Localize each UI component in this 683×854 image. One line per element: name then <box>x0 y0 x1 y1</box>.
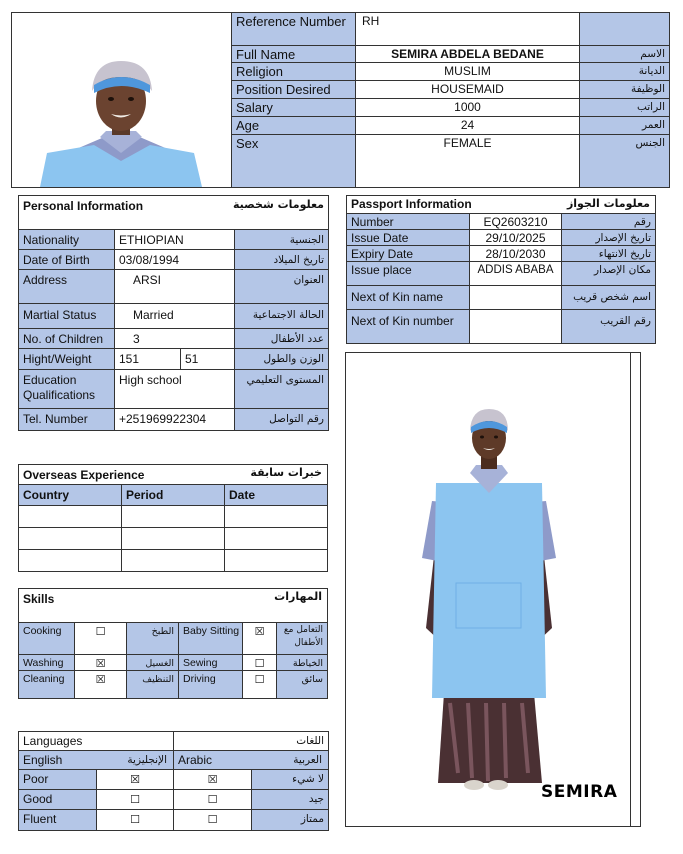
age-arabic: العمر <box>579 116 670 135</box>
skill-cooking-checkbox[interactable]: ☐ <box>74 622 127 655</box>
skill-washing-arabic: الغسيل <box>126 654 179 671</box>
full-name-arabic: الاسم <box>579 45 670 63</box>
dob-label: Date of Birth <box>18 249 115 270</box>
language-arabic-good-checkbox[interactable]: ☐ <box>173 789 252 810</box>
overseas-row-3-period <box>121 549 225 572</box>
next-of-kin-number-label: Next of Kin number <box>346 309 470 344</box>
religion-label: Religion <box>231 62 356 81</box>
languages-title-arabic: اللغات <box>173 731 329 751</box>
height-value: 151 <box>114 348 181 370</box>
language-english-poor-checkbox[interactable]: ☒ <box>96 769 174 790</box>
overseas-col-period: Period <box>121 484 225 506</box>
overseas-row-2-country <box>18 527 122 550</box>
language-english-good-checkbox[interactable]: ☐ <box>96 789 174 810</box>
reference-number-arabic <box>579 12 670 46</box>
skill-washing-label: Washing <box>18 654 75 671</box>
education-label <box>18 369 115 409</box>
language-arabic-arabic: العربية <box>293 754 322 766</box>
address-value: ARSI <box>114 269 235 304</box>
full-name-label: Full Name <box>231 45 356 63</box>
issue-place-label: Issue place <box>346 261 470 286</box>
personal-info-title: Personal Information <box>18 195 329 230</box>
next-of-kin-name-arabic: اسم شخص قريب <box>561 285 656 310</box>
position-desired-arabic: الوظيفة <box>579 80 670 99</box>
sex-value: FEMALE <box>355 134 580 188</box>
issue-place-arabic: مكان الإصدار <box>561 261 656 286</box>
overseas-row-3-country <box>18 549 122 572</box>
weight-value: 51 <box>180 348 235 370</box>
religion-value: MUSLIM <box>355 62 580 81</box>
salary-value: 1000 <box>355 98 580 117</box>
next-of-kin-name-value <box>469 285 562 310</box>
overseas-col-date: Date <box>224 484 328 506</box>
passport-number-value: EQ2603210 <box>469 213 562 230</box>
education-value: High school <box>114 369 235 409</box>
skill-cleaning-checkbox[interactable]: ☒ <box>74 670 127 699</box>
skill-driving-checkbox[interactable]: ☐ <box>242 670 277 699</box>
age-value: 24 <box>355 116 580 135</box>
age-label: Age <box>231 116 356 135</box>
sex-arabic: الجنس <box>579 134 670 188</box>
overseas-row-3-date <box>224 549 328 572</box>
skill-cooking-label: Cooking <box>18 622 75 655</box>
language-fluent-label: Fluent <box>18 809 97 831</box>
issue-date-arabic: تاريخ الإصدار <box>561 229 656 246</box>
reference-number-value: RH <box>355 12 580 46</box>
full-name-value: SEMIRA ABDELA BEDANE <box>355 45 580 63</box>
expiry-date-arabic: تاريخ الانتهاء <box>561 245 656 262</box>
expiry-date-label: Expiry Date <box>346 245 470 262</box>
portrait-photo <box>12 13 231 187</box>
skill-baby-sitting-label: Baby Sitting <box>178 622 243 655</box>
languages-title: Languages <box>18 731 174 751</box>
skill-baby-sitting-arabic <box>276 622 328 655</box>
address-arabic: العنوان <box>234 269 329 304</box>
full-photo-caption: SEMIRA <box>541 782 618 802</box>
language-arabic-label: Arabic <box>178 753 213 767</box>
full-body-photo <box>346 353 629 825</box>
skill-cleaning-arabic: التنظيف <box>126 670 179 699</box>
nationality-label: Nationality <box>18 229 115 250</box>
children-value: 3 <box>114 328 235 349</box>
skill-sewing-checkbox[interactable]: ☐ <box>242 654 277 671</box>
language-poor-label: Poor <box>18 769 97 790</box>
language-english-label: English <box>23 753 63 767</box>
language-english-header <box>18 750 174 770</box>
children-label: No. of Children <box>18 328 115 349</box>
position-desired-value: HOUSEMAID <box>355 80 580 99</box>
nationality-value: ETHIOPIAN <box>114 229 235 250</box>
passport-number-label: Number <box>346 213 470 230</box>
skills-title-arabic: المهارات <box>274 590 322 603</box>
skill-baby-sitting-arabic-line1: التعامل مع <box>283 625 323 635</box>
language-poor-arabic: لا شيء <box>251 769 329 790</box>
language-good-arabic: جيد <box>251 789 329 810</box>
skill-sewing-arabic: الخياطة <box>276 654 328 671</box>
marital-status-value: Married <box>114 303 235 329</box>
tel-label: Tel. Number <box>18 408 115 431</box>
overseas-row-1-period <box>121 505 225 528</box>
next-of-kin-number-value <box>469 309 562 344</box>
marital-status-arabic: الحالة الاجتماعية <box>234 303 329 329</box>
skill-driving-label: Driving <box>178 670 243 699</box>
language-english-arabic: الإنجليزية <box>127 754 167 766</box>
language-arabic-header <box>173 750 329 770</box>
religion-arabic: الديانة <box>579 62 670 81</box>
passport-info-title-arabic: معلومات الجواز <box>566 197 650 210</box>
dob-value: 03/08/1994 <box>114 249 235 270</box>
children-arabic: عدد الأطفال <box>234 328 329 349</box>
skill-cleaning-label: Cleaning <box>18 670 75 699</box>
passport-number-arabic: رقم <box>561 213 656 230</box>
language-good-label: Good <box>18 789 97 810</box>
issue-date-label: Issue Date <box>346 229 470 246</box>
overseas-col-country: Country <box>18 484 122 506</box>
personal-info-title-arabic: معلومات شخصية <box>233 198 324 211</box>
education-label-line2: Qualifications <box>23 388 96 402</box>
skill-driving-arabic: سائق <box>276 670 328 699</box>
language-fluent-arabic: ممتاز <box>251 809 329 831</box>
skills-title: Skills <box>18 588 328 623</box>
salary-label: Salary <box>231 98 356 117</box>
height-weight-arabic: الوزن والطول <box>234 348 329 370</box>
next-of-kin-name-label: Next of Kin name <box>346 285 470 310</box>
overseas-row-1-date <box>224 505 328 528</box>
education-label-line1: Education <box>23 373 77 387</box>
skill-baby-sitting-arabic-line2: الأطفال <box>294 638 323 648</box>
nationality-arabic: الجنسية <box>234 229 329 250</box>
education-arabic: المستوى التعليمي <box>234 369 329 409</box>
salary-arabic: الراتب <box>579 98 670 117</box>
height-weight-label: Hight/Weight <box>18 348 115 370</box>
full-photo-frame-divider <box>630 352 631 827</box>
skill-baby-sitting-checkbox[interactable]: ☒ <box>242 622 277 655</box>
overseas-title: Overseas Experience <box>18 464 328 485</box>
header-photo-frame <box>11 12 232 188</box>
next-of-kin-number-arabic: رقم القريب <box>561 309 656 344</box>
skill-cooking-arabic: الطبخ <box>126 622 179 655</box>
overseas-row-2-date <box>224 527 328 550</box>
language-arabic-fluent-checkbox[interactable]: ☐ <box>173 809 252 831</box>
language-english-fluent-checkbox[interactable]: ☐ <box>96 809 174 831</box>
issue-place-value: ADDIS ABABA <box>469 261 562 286</box>
skill-sewing-label: Sewing <box>178 654 243 671</box>
overseas-row-1-country <box>18 505 122 528</box>
overseas-row-2-period <box>121 527 225 550</box>
passport-info-title: Passport Information <box>346 195 656 214</box>
overseas-title-arabic: خبرات سابقة <box>250 466 322 479</box>
sex-label: Sex <box>231 134 356 188</box>
expiry-date-value: 28/10/2030 <box>469 245 562 262</box>
reference-number-label: Reference Number <box>231 12 356 46</box>
tel-value: +251969922304 <box>114 408 235 431</box>
issue-date-value: 29/10/2025 <box>469 229 562 246</box>
dob-arabic: تاريخ الميلاد <box>234 249 329 270</box>
address-label: Address <box>18 269 115 304</box>
marital-status-label: Martial Status <box>18 303 115 329</box>
language-arabic-poor-checkbox[interactable]: ☒ <box>173 769 252 790</box>
position-desired-label: Position Desired <box>231 80 356 99</box>
tel-arabic: رقم التواصل <box>234 408 329 431</box>
skill-washing-checkbox[interactable]: ☒ <box>74 654 127 671</box>
